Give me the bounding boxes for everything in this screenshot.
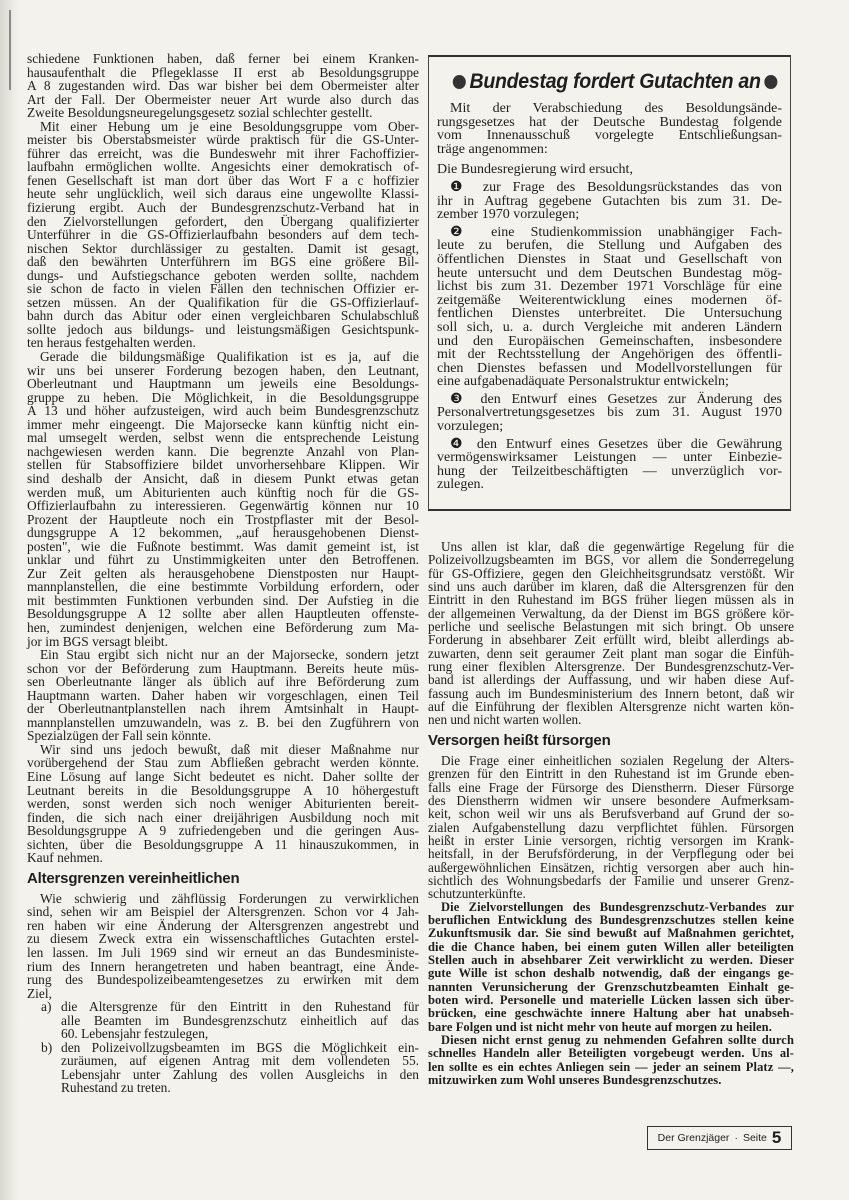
text-line: hung der Teilzeitbeschäftigten — unverzüglich vor- [437, 463, 782, 479]
paragraph [437, 163, 782, 177]
text-line: den Zielvorstellungen gefordert, den Übergang qualifizierter [27, 213, 419, 229]
page-number: 5 [771, 1128, 782, 1147]
paragraph [27, 350, 419, 648]
text-line: nen und nicht warten wollen. [428, 712, 582, 728]
text-line: setzen müssen. An der Qualifikation für die GS-Offizierlauf- [27, 294, 419, 310]
text-line: mit bestimmten Funktionen verbunden sind. Der Aufstieg in die [27, 592, 419, 608]
text-line: ihr in Auftrag gegebene Gutachten bis zum 31. De- [437, 193, 782, 209]
text-line: Diesen nicht ernst genug zu nehmenden Gefahren sollte durch [441, 1033, 794, 1048]
text-line: Eine Lösung auf lange Sicht bedeutet es nicht. Daher sollte der [27, 768, 419, 784]
text-line: gute Wille ist schon deshalb notwendig, daß der eingangs ge- [428, 966, 794, 981]
text-line: Uns allen ist klar, daß die gegenwärtige Regelung für die [441, 539, 794, 554]
text-line: mal umsegelt werden, selbst wenn die entsprechende Leistung [27, 430, 419, 446]
paragraph [437, 393, 782, 434]
text-line: vermögenswirksamer Leistungen — unter Einbezie- [437, 450, 782, 466]
text-line: zulegen. [437, 477, 485, 493]
text-line: daß den bewährten Unterführern im BGS eine größere Bil- [27, 254, 419, 270]
paragraph [437, 102, 782, 156]
text-line: zuwarten, denn seit geraumer Zeit plant man sogar die Einfüh- [428, 645, 794, 661]
list-item [41, 1039, 419, 1096]
text-line: eine aufgabenadäquate Personalstruktur entwickeln; [437, 374, 729, 390]
text-line: des Dienstherrn widmen wir unsere besondere Aufmerksam- [428, 792, 794, 808]
text-line: Kauf nehmen. [27, 850, 103, 866]
text-line: dungsgruppe A 12 bekommen, „auf herausgehobenen Dienst- [27, 525, 419, 541]
text-line: Die Frage einer einheitlichen sozialen Regelung der Alters- [441, 752, 794, 768]
text-line: Unterführer in die GS-Offizierlaufbahn besonders auf dem tech- [27, 227, 419, 243]
text-line: len sollte es ein echtes Anliegen sein — jeder an seinem Platz —, [428, 1059, 794, 1074]
text-line: falls eine Frage der Fürsorge des Dienstherrn. Dieser Fürsorge [428, 779, 794, 795]
text-line: die die Chance haben, bei einem guten Willen aller beteiligten [428, 939, 794, 954]
text-line: Besoldungsgruppe A 9 zufriedengeben und die geringen Aus- [27, 823, 419, 839]
text-line: den Polizeivollzugsbeamten im BGS die Möglichkeit ein- [61, 1039, 419, 1055]
text-line: für GS-Offiziere, gegen den Gleichheitsgrundsatz verstößt. Wir [428, 565, 794, 581]
text-line: nannten Verunsicherung der Grenzschutzbeamten Einhalt ge- [428, 979, 794, 994]
text-line: lichst bis zum 31. Dezember 1971 Vorschläge für eine [437, 279, 782, 295]
text-line: Oberleutnant und Hauptmann um jeweils eine Besoldungs- [27, 376, 419, 392]
text-line: hen, zumindest denjenigen, welchen eine Beförderung zum Ma- [27, 619, 419, 635]
text-line: grenzen für den Eintritt in den Ruhestand ist im Grunde eben- [428, 766, 794, 782]
text-line: ten heraus festgehalten werden. [27, 335, 196, 351]
text-line: sind uns auch darüber im klaren, daß die Altersgrenzen für den [428, 579, 794, 595]
text-line: Mit einer Hebung um je eine Besoldungsgruppe vom Ober- [40, 118, 419, 134]
paragraph [428, 901, 794, 1034]
text-line: Ein Stau ergibt sich nicht nur an der Majorsecke, sondern jetzt [40, 647, 419, 663]
text-line: die Altersgrenze für den Eintritt in den Ruhestand für [61, 999, 419, 1015]
text-line: Zukunftsmusik dar. Sie sind bewußt auf Maßnahmen gerichtet, [428, 926, 794, 941]
text-line: der allgemeinen Verwaltung, da der Dienst im BGS größere kör- [428, 605, 794, 621]
paragraph [27, 648, 419, 743]
text-line: heute sehr unglücklich, weil sich daraus eine ungewollte Klassi- [27, 186, 419, 202]
text-line: rung des Bundespolizeibeamtengesetzes zu erwirken mit dem [27, 972, 419, 988]
text-line: Ruhestand zu treten. [61, 1080, 171, 1096]
text-line: heitsfall, in der Berufsförderung, in der Verpflegung oder bei [428, 846, 794, 862]
text-line: heißt in erster Linie versorgen, richtig versorgen im Krank- [428, 832, 794, 848]
text-line: chen Dienstes befassen und Modellvorstellungen für [437, 360, 782, 376]
text-line: träge angenommen: [437, 141, 548, 157]
paragraph [27, 743, 419, 865]
text-line: fenen Gesellschaft ist man dort über das Wort F a c hoffizier [27, 172, 419, 188]
text-line: Forderung in absehbarer Zeit erfüllt wird, bleibt allerdings ab- [428, 632, 794, 648]
text-line: außergewöhnlichen Einsätzen, richtig versorgen aber auch hin- [428, 859, 794, 875]
text-line: alle Beamten im Bundesgrenzschutz einheitlich auf das [61, 1012, 419, 1028]
text-line: len lassen. Im Juli 1969 sind wir erneut an das Bundesministe- [27, 945, 419, 960]
page-footer [647, 1126, 792, 1150]
text-line: heute untersucht und dem Deutschen Bundestag mög- [437, 265, 782, 281]
paragraph [428, 754, 794, 901]
list [41, 999, 419, 1096]
bullet-circle-icon [764, 75, 777, 89]
text-line: posten", wie die Fußnote bestimmt. Was damit gemeint ist, ist [27, 538, 419, 554]
text-line: bare Folgen und ist nicht mehr von heute auf morgen zu heilen. [428, 1019, 772, 1034]
paragraph [437, 181, 782, 222]
text-line: zialen Aufgabenstellung dazu verpflichtet fühlen. Fürsorgen [428, 819, 794, 835]
text-line: laufbahn ermöglichen wollte. Angesichts einer demokratisch of- [27, 159, 419, 175]
text-line: finden, die sich nach einer dreijährigen Ausbildung noch mit [27, 809, 419, 825]
text-line: ❶ zur Frage des Besoldungsrückstandes das von [450, 179, 782, 195]
text-line: und den Europäischen Gemeinschaften, insbesondere [437, 333, 782, 349]
text-line: mitzuwirken zum Wohl unseres Bundesgrenzschutzes. [428, 1073, 722, 1088]
left-column [27, 52, 419, 1095]
text-line: Wie schwierig und zähflüssig Forderungen zu verwirklichen [40, 890, 419, 906]
text-line: dungs- und Aufstiegschance geboten werden sollte, nachdem [27, 267, 419, 283]
text-line: brücken, eine geschwächte innere Haltung aber hat unabseh- [428, 1006, 794, 1021]
text-line: öffentlichen Dienstes in Staat und Gesellschaft von [437, 251, 782, 267]
text-line: mannplanstellen umzuwandeln, was z. B. bei den Zugführern von [27, 714, 419, 730]
text-line: Prozent der Hauptleute noch ein Trostpflaster mit der Besol- [27, 511, 419, 527]
text-line: sollte jedoch aus bildungs- und leistungsmäßigen Gesichtspunk- [27, 321, 419, 337]
text-line: Gerade die bildungsmäßige Qualifikation ist es ja, auf die [40, 349, 419, 365]
text-line: hausaufenthalt die Pflegeklasse II erst ab Besoldungsgruppe [27, 64, 419, 80]
paragraph [428, 1034, 794, 1087]
text-line: werden muß, um Abiturienten auch künftig noch für die GS- [27, 484, 419, 500]
text-line: schnelles Handeln aller Beteiligten vorgebeugt werden. Uns al- [428, 1046, 794, 1061]
page-label: Seite [742, 1132, 767, 1144]
text-line: wir uns bei unserer Forderung bezogen haben, den Leutnant, [27, 362, 419, 378]
text-line: sind, sehen wir am Beispiel der Altersgrenzen. Schon vor 4 Jah- [27, 904, 419, 920]
text-line: ❷ eine Studienkommission unabhängiger Fach- [450, 224, 782, 240]
text-line: jor im BGS versagt bleibt. [27, 633, 168, 649]
text-line: mit der Rechtsstellung der Angehörigen des öffentli- [437, 347, 782, 363]
text-line: vom Innenausschuß vorgelegte Entschließungsan- [437, 128, 782, 144]
paragraph [437, 438, 782, 492]
bullet-circle-icon [453, 75, 466, 89]
paragraph [428, 540, 794, 727]
paragraph [437, 226, 782, 389]
text-line: Die Bundesregierung wird ersucht, [437, 162, 633, 178]
text-line: Lebensjahr unter Zahlung des vollen Ausgleichs in den [61, 1066, 419, 1082]
text-line: Offizierlaufbahn zu interessieren. Gegenwärtig können nur 10 [27, 498, 419, 514]
text-line: vorzulegen; [437, 419, 504, 435]
box-body [437, 102, 782, 492]
text-line: Art der Fall. Der Obermeister neuer Art wurde also durch das [27, 91, 419, 107]
text-line: führer das erreicht, was die Bundeswehr mit ihrer Fachoffizier- [27, 145, 419, 161]
text-line: rungsgesetzes hat der Deutsche Bundestag folgende [437, 114, 782, 130]
text-line: fizierung ergibt. Auch der Bundesgrenzschutz-Verband hat in [27, 200, 419, 216]
list-marker: a) [41, 999, 52, 1015]
text-line: band ist allerdings der Auffassung, und wir haben diese Auf- [428, 672, 794, 688]
text-line: sie schon de facto in vielen Fällen den technischen Offizier er- [27, 281, 419, 297]
list-marker: b) [41, 1039, 53, 1055]
text-line: Besoldungsgruppe A 12 sollte aber allen Hauptleuten offenste- [27, 606, 419, 622]
text-line: Ziel, [27, 985, 52, 1001]
text-line: Personalvertretungsgesetzes bis zum 31. August 1970 [437, 405, 782, 421]
text-line: Wir sind uns jedoch bewußt, daß mit dieser Maßnahme nur [40, 741, 419, 757]
paragraph [27, 52, 419, 120]
text-line: ren haben wir eine Änderung der Altersgrenzen angestrebt und [27, 917, 419, 933]
list-item [41, 999, 419, 1042]
text-line: perliche und seelische Belastungen mit sich bringt. Ob unsere [428, 619, 794, 635]
text-line: Hauptmann warten. Daher haben wir vorgeschlagen, einen Teil [27, 687, 419, 703]
text-line: nachgewiesen werden kann. Die begrenzte Anzahl von Plan- [27, 443, 419, 459]
text-line: soll sich, u. a. durch Vergleiche mit anderen Ländern [437, 319, 782, 335]
right-column [428, 540, 794, 1087]
text-line: sen Oberleutnante länger als üblich auf ihre Beförderung zum [27, 674, 419, 690]
section-heading: Altersgrenzen vereinheitlichen [27, 869, 240, 887]
sidebar-box-bundestag [428, 55, 791, 511]
paragraph [27, 120, 419, 350]
text-line: schutzunterkünfte. [428, 886, 526, 902]
section-heading: Versorgen heißt fürsorgen [428, 731, 611, 749]
box-title [449, 69, 770, 95]
text-line: Leutnant bereits in die Besoldungsgruppe A 10 höhergestuft [27, 782, 419, 798]
text-line: mannplanstellen, die eine bestimmte Vorbildung erfordern, oder [27, 579, 419, 595]
text-line: meister bis Oberstabsmeister würde praktisch für die GS-Unter- [27, 132, 419, 148]
text-line: Zweite Besoldungsneuregelungsgesetz sozial schlechter gestellt. [27, 105, 373, 121]
text-line: schiedene Funktionen haben, daß ferner bei einem Kranken- [27, 51, 419, 66]
text-line: werden, sonst werden sich noch weniger Abiturienten bereit- [27, 796, 419, 812]
publication-name: Der Grenzjäger [657, 1132, 730, 1144]
text-line: leute zu berufen, die Stellung und Aufgaben des [437, 238, 782, 254]
text-line: auf die Einführung der flexiblen Altersgrenze nicht warten kön- [428, 699, 794, 715]
text-line: boten wird. Personelle und materielle Lücken lassen sich über- [428, 993, 794, 1007]
text-line: sichten, über die Besoldungsgruppe A 11 hinauszukommen, in [27, 836, 419, 852]
text-line: Eintritt in den Ruhestand im BGS früher liegen müssen als in [428, 592, 794, 608]
text-line: Polizeivollzugsbeamten im BGS, vor allem die Sonderregelung [428, 552, 794, 568]
text-line: schon vor der Beförderung zum Hauptmann. Bereits heute müs- [27, 660, 419, 676]
text-line: sichtlich des Wohnungsbedarfs der Familie und unserer Grenz- [428, 872, 794, 888]
text-line: A 8 zugestanden wird. Das war bisher bei dem Obermeister alter [27, 78, 419, 94]
text-line: A 13 und höher aufzusteigen, wird auch beim Bundesgrenzschutz [27, 403, 419, 419]
box-title-text: Bundestag fordert Gutachten an [469, 70, 761, 93]
text-line: beruflichen Entwicklung des Bundesgrenzschutzes stellen keine [428, 912, 794, 927]
text-line: stellen für Stabsoffiziere bildet unvorhersehbare Klippen. Wir [27, 457, 419, 473]
text-line: Mit der Verabschiedung des Besoldungsände- [450, 101, 782, 116]
text-line: vorübergehend der Stau zum Abfließen gebracht werden könnte. [27, 755, 419, 771]
text-line: Die Zielvorstellungen des Bundesgrenzschutz-Verbandes zur [441, 899, 794, 914]
paragraph [27, 892, 419, 1000]
text-line: fentlichen Dienstes unterbreitet. Die Untersuchung [437, 306, 782, 322]
text-line: nischen Sektor durchlässiger zu gestalten. Damit ist gesagt, [27, 240, 419, 256]
footer-separator: · [734, 1132, 738, 1144]
text-line: fassung auch im Bundesministerium des Innern betont, daß wir [428, 685, 794, 701]
text-line: ❹ den Entwurf eines Gesetzes über die Gewährung [450, 436, 782, 452]
text-line: sind deshalb der Ansicht, daß in diesem Punkt etwas getan [27, 470, 419, 486]
text-line: rung einer flexiblen Altersgrenze. Der Bundesgrenzschutz-Ver- [428, 659, 794, 675]
text-line: immer mehr eingeengt. Die Majorsecke kann künftig nicht ein- [27, 416, 419, 432]
text-line: Zur Zeit gelten als herausgehobene Dienstposten nur Haupt- [27, 565, 419, 581]
text-line: 60. Lebensjahr festzulegen, [61, 1026, 209, 1042]
scan-binding-edge [0, 0, 18, 1200]
text-line: unklar und führt zu Unstimmigkeiten unter den Betroffenen. [27, 552, 419, 568]
text-line: der Oberleutnantplanstellen nach ihrem Amtsinhalt in Haupt- [27, 701, 419, 717]
text-line: rium des Innern herangetreten und haben beantragt, eine Ände- [27, 958, 419, 974]
text-line: zu diesem Zweck extra ein wissenschaftliches Gutachten erstel- [27, 931, 419, 947]
text-line: Stellen auch in absehbarer Zeit verwirklicht zu werden. Dieser [428, 952, 794, 967]
text-line: zuräumen, auf eigenen Antrag mit dem vollendeten 55. [61, 1053, 419, 1069]
text-line: ❸ den Entwurf eines Gesetzes zur Änderung des [450, 391, 782, 407]
text-line: zember 1970 vorzulegen; [437, 207, 580, 223]
text-line: bahn durch das Abitur oder einen vergleichbaren Schulabschluß [27, 308, 419, 324]
text-line: gruppe zu heben. Die Möglichkeit, in die Besoldungsgruppe [27, 389, 419, 405]
text-line: zeitgemäße Weiterentwicklung eines modernen öf- [437, 292, 782, 308]
text-line: keit, schon weil wir uns als Berufsverband auf Grund der so- [428, 806, 794, 822]
text-line: Spezialzügen der Fall sein könnte. [27, 728, 212, 744]
